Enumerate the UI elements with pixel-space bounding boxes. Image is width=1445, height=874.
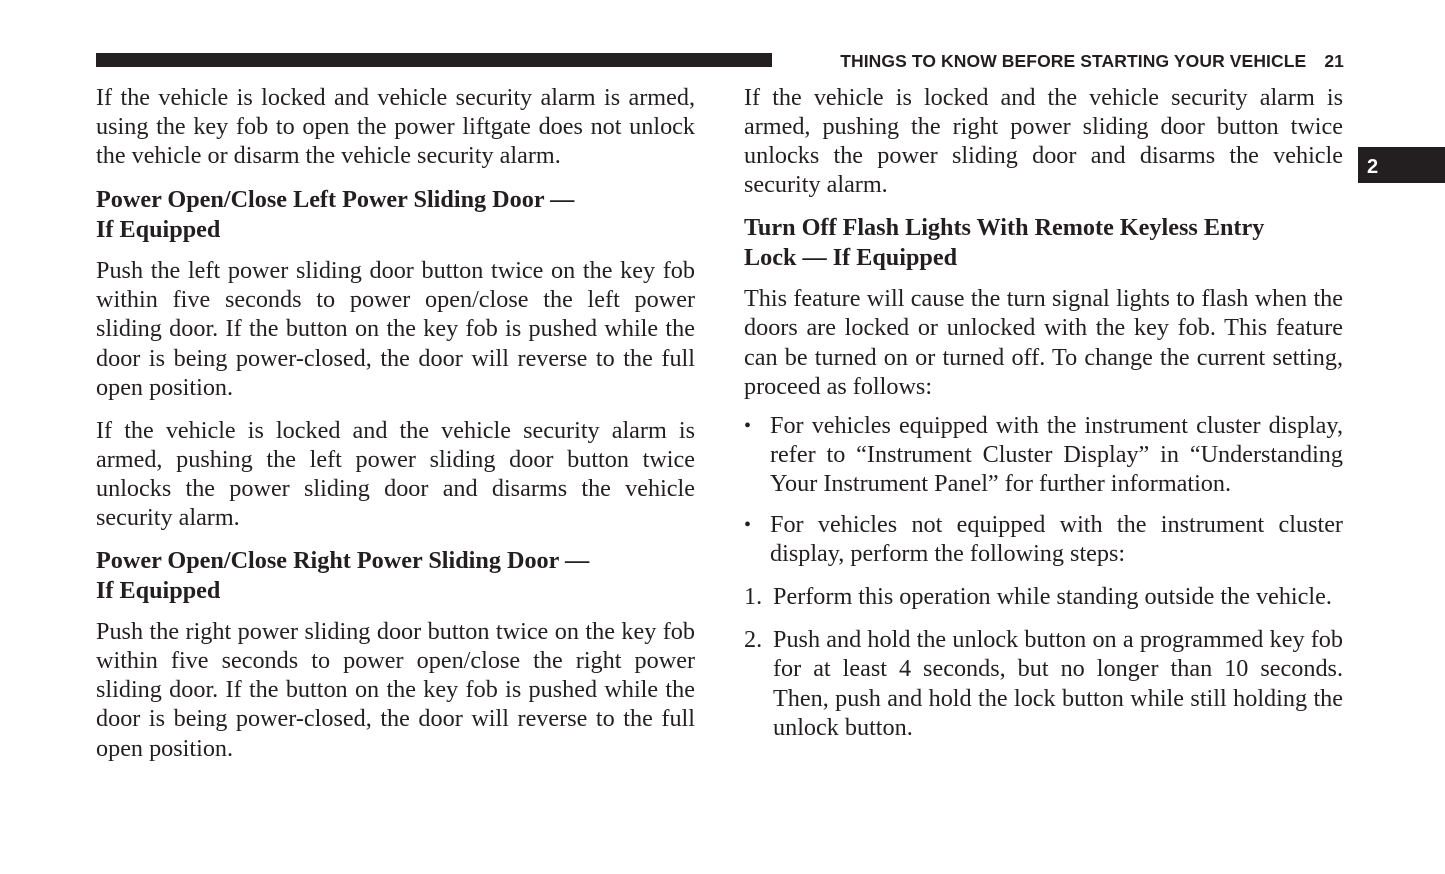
paragraph: Push the right power sliding door button twice on the key fob within five seconds to power open/close the right power sliding door. If the button on the key fob is pushed while the door is being power-closed, the door will reverse to the full open position. (96, 618, 695, 762)
header-rule (96, 53, 772, 67)
bullet-item (744, 411, 1343, 498)
section-title: THINGS TO KNOW BEFORE STARTING YOUR VEHICLE (840, 51, 1307, 71)
heading-line: If Equipped (96, 215, 221, 243)
heading-line: Power Open/Close Right Power Sliding Door — (96, 547, 590, 575)
running-header (788, 50, 1344, 72)
chapter-tab-number: 2 (1367, 156, 1379, 178)
paragraph: This feature will cause the turn signal lights to flash when the doors are locked or unlocked with the key fob. This feature can be turned on or turned off. To change the current setting, proceed as follows: (744, 285, 1343, 400)
paragraph: Push the left power sliding door button twice on the key fob within five seconds to power open/close the left power sliding door. If the button on the key fob is pushed while the door is being power-closed, the door will reverse to the full open position. (96, 257, 695, 401)
bullet-marker: • (744, 414, 752, 437)
heading-right-door (96, 546, 695, 605)
heading-flash-lights (744, 213, 1343, 272)
bullet-item (744, 510, 1343, 568)
page-number: 21 (1324, 51, 1344, 71)
heading-line: Power Open/Close Left Power Sliding Door — (96, 186, 575, 214)
left-column (96, 83, 695, 763)
bullet-text: For vehicles equipped with the instrument cluster display, refer to “Instrument Cluster Display” in “Understanding Your Instrument Panel” for further information. (770, 411, 1343, 497)
heading-line: Turn Off Flash Lights With Remote Keyless Entry (744, 214, 1265, 242)
intro-paragraph-right: If the vehicle is locked and the vehicle security alarm is armed, pushing the right power sliding door button twice unlocks the power sliding door and disarms the vehicle security alarm. (744, 84, 1343, 199)
numbered-step (744, 625, 1343, 741)
step-number: 1. (744, 583, 763, 611)
numbered-step (744, 582, 1343, 611)
step-text: Push and hold the unlock button on a programmed key fob for at least 4 seconds, but no longer than 10 seconds. Then, push and hold the lock button while still holding the unlock button. (773, 626, 1343, 741)
bullet-marker: • (744, 514, 752, 537)
paragraph: If the vehicle is locked and the vehicle security alarm is armed, pushing the left power sliding door button twice unlocks the power sliding door and disarms the vehicle security alarm. (96, 416, 695, 532)
step-text: Perform this operation while standing outside the vehicle. (773, 583, 1332, 611)
heading-line: Lock — If Equipped (744, 243, 958, 271)
chapter-tab (1358, 147, 1445, 183)
heading-line: If Equipped (96, 576, 221, 604)
bullet-text: For vehicles not equipped with the instrument cluster display, perform the following steps: (770, 511, 1343, 568)
intro-paragraph-left: If the vehicle is locked and vehicle security alarm is armed, using the key fob to open the power liftgate does not unlock the vehicle or disarm the vehicle security alarm. (96, 84, 695, 170)
heading-left-door (96, 185, 695, 244)
step-number: 2. (744, 626, 763, 654)
right-column (744, 83, 1343, 742)
